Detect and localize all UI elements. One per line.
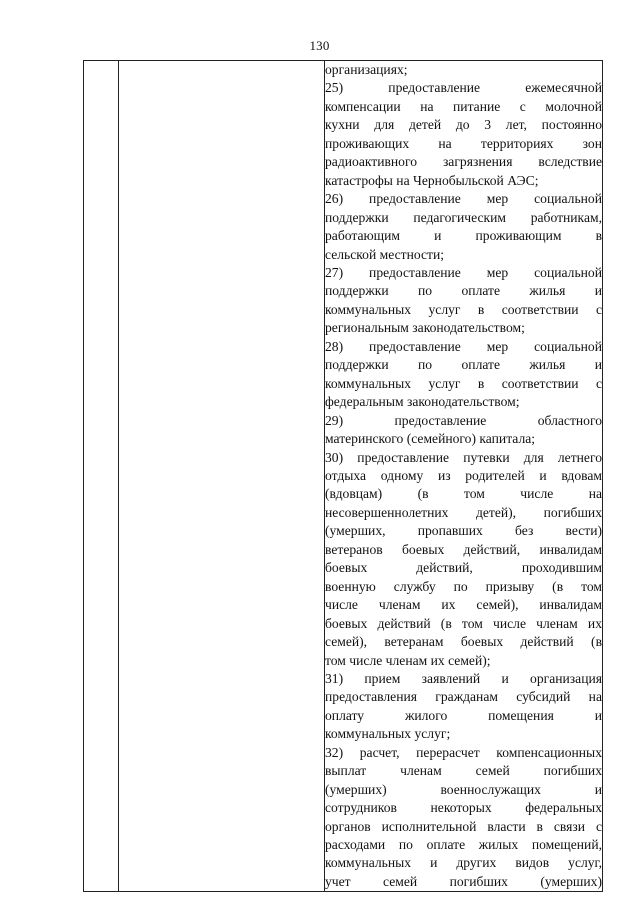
- text-line: поддержки по оплате жилья и: [325, 283, 602, 299]
- text-line: сотрудников некоторых федеральных: [325, 800, 602, 816]
- text-line: выплат членам семей погибших: [325, 763, 602, 779]
- text-line: кухни для детей до 3 лет, постоянно: [325, 117, 602, 133]
- table-cell-name: [119, 61, 325, 892]
- text-line: организациях;: [325, 62, 408, 77]
- text-line: сельской местности;: [325, 246, 445, 262]
- table-cell-number: [84, 61, 119, 892]
- text-line: оплату жилого помещения и: [325, 707, 602, 723]
- text-line: ветеранов боевых действий, инвалидам: [325, 541, 602, 557]
- text-line: 32) расчет, перерасчет компенсационных: [325, 744, 602, 760]
- text-line: поддержки по оплате жилья и: [325, 357, 602, 373]
- text-line: военную службу по призыву (в том: [325, 578, 602, 594]
- text-line: отдыха одному из родителей и вдовам: [325, 467, 602, 483]
- table-cell-services: [325, 61, 603, 892]
- document-table: [83, 60, 603, 892]
- text-line: катастрофы на Чернобыльской АЭС;: [325, 172, 539, 188]
- services-list-text: [325, 61, 602, 891]
- text-line: материнского (семейного) капитала;: [325, 431, 536, 447]
- text-line: предоставления гражданам субсидий на: [325, 689, 602, 705]
- text-line: (вдовцам) (в том числе на: [325, 486, 602, 502]
- text-line: том числе членам их семей);: [325, 652, 491, 668]
- text-line: федеральным законодательством;: [325, 394, 520, 410]
- text-line: 31) прием заявлений и организация: [325, 670, 602, 686]
- text-line: 29) предоставление областного: [325, 412, 602, 428]
- text-line: 28) предоставление мер социальной: [325, 338, 602, 354]
- text-line: коммунальных услуг в соответствии с: [325, 301, 602, 317]
- text-line: 25) предоставление ежемесячной: [325, 80, 602, 96]
- text-line: 30) предоставление путевки для летнего: [325, 449, 602, 465]
- text-line: поддержки педагогическим работникам,: [325, 209, 602, 225]
- text-line: (умерших, пропавших без вести): [325, 523, 602, 539]
- text-line: боевых действий (в том числе членам их: [325, 615, 602, 631]
- text-line: компенсации на питание с молочной: [325, 98, 602, 114]
- text-line: органов исполнительной власти в связи с: [325, 818, 602, 834]
- text-line: (умерших) военнослужащих и: [325, 781, 602, 797]
- text-line: 26) предоставление мер социальной: [325, 191, 602, 207]
- table-row: [84, 61, 603, 892]
- text-line: несовершеннолетних детей), погибших: [325, 504, 602, 520]
- text-line: работающим и проживающим в: [325, 228, 602, 244]
- text-line: учет семей погибших (умерших): [325, 873, 602, 889]
- text-line: радиоактивного загрязнения вследствие: [325, 154, 602, 170]
- text-line: расходами по оплате жилых помещений,: [325, 837, 602, 853]
- text-line: региональным законодательством;: [325, 320, 525, 336]
- text-line: коммунальных и других видов услуг,: [325, 855, 602, 871]
- text-line: коммунальных услуг в соответствии с: [325, 375, 602, 391]
- text-line: боевых действий, проходившим: [325, 560, 602, 576]
- text-line: коммунальных услуг;: [325, 726, 451, 742]
- text-line: проживающих на территориях зон: [325, 135, 602, 151]
- text-line: семей), ветеранам боевых действий (в: [325, 634, 602, 650]
- page-number: 130: [309, 38, 330, 53]
- text-line: числе членам их семей), инвалидам: [325, 597, 602, 613]
- text-line: 27) предоставление мер социальной: [325, 264, 602, 280]
